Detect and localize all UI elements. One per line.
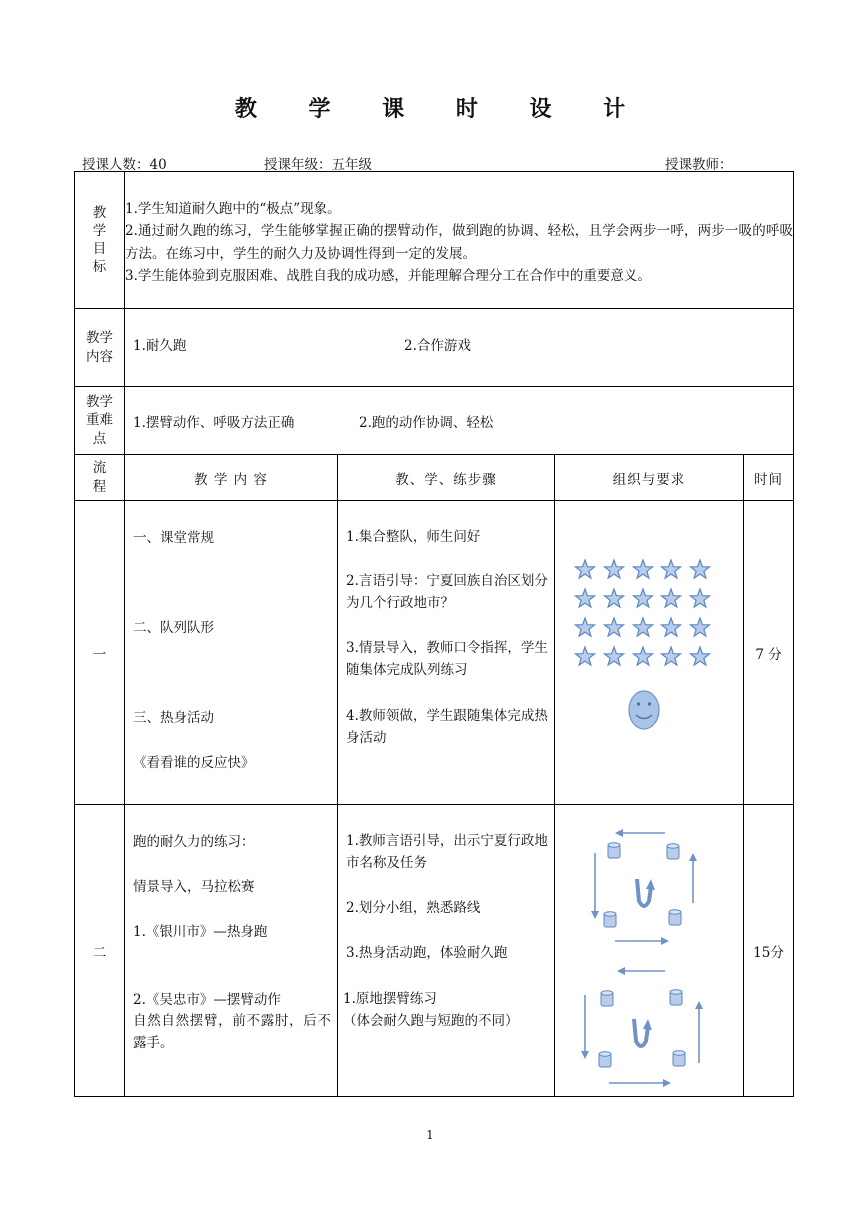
lesson-plan-table <box>74 171 794 1097</box>
section-2-content: 跑的耐久力的练习： 情景导入，马拉松赛 1.《银川市》—热身跑 2.《吴忠市》—摆臂动作 自然自然摆臂，前不露肘，后不露手。 <box>125 805 338 1097</box>
section-1-steps: 1.集合整队，师生问好 2.言语引导：宁夏回族自治区划分为几个行政地市？ 3.情景导入，教师口令指挥，学生随集体完成队列练习 4.教师领做，学生跟随集体完成热身活动 <box>338 501 555 805</box>
student-stars <box>576 560 710 665</box>
section-1-organization <box>555 501 744 805</box>
objectives-row <box>75 172 794 309</box>
teacher-name: 授课教师： <box>665 157 733 173</box>
header-time: 时间 <box>744 455 794 501</box>
section-2-steps: 1.教师言语引导，出示宁夏行政地市名称及任务 2.划分小组，熟悉路线 3.热身活动跑，体验耐久跑 1.原地摆臂练习 （体会耐久跑与短跑的不同） <box>338 805 555 1097</box>
teacher-smiley-icon <box>629 691 659 729</box>
running-route-diagram <box>555 805 744 1097</box>
route-bottom-cones <box>599 990 685 1067</box>
header-org: 组织与要求 <box>555 455 744 501</box>
section-1-content: 一、课堂常规 二、队列队形 三、热身活动 《看看谁的反应快》 <box>125 501 338 805</box>
section-1-row <box>75 501 794 805</box>
section-1-time: 7 分 <box>744 501 794 805</box>
keypoints-row <box>75 387 794 455</box>
section-2-number: 二 <box>75 805 125 1097</box>
page-title: 教 学 课 时 设 计 <box>234 96 648 122</box>
objectives-label: 教 学 目 标 <box>75 172 125 309</box>
keypoints-label: 教学 重难 点 <box>75 387 125 455</box>
keypoints-items: 1.摆臂动作、呼吸方法正确 2.跑的动作协调、轻松 <box>125 387 794 455</box>
content-row <box>75 309 794 387</box>
u-turn-top-icon <box>637 879 655 906</box>
content-items: 1.耐久跑 2.合作游戏 <box>125 309 794 387</box>
grade-level: 授课年级：五年级 <box>264 157 372 173</box>
route-top-cones <box>604 843 681 927</box>
section-2-row <box>75 805 794 1097</box>
u-turn-bottom-icon <box>634 1019 652 1046</box>
header-flow: 流 程 <box>75 455 125 501</box>
formation-diagram <box>555 501 744 805</box>
content-label: 教学 内容 <box>75 309 125 387</box>
header-content: 教 学 内 容 <box>125 455 338 501</box>
objectives-text: 1.学生知道耐久跑中的“极点”现象。 2.通过耐久跑的练习，学生能够掌握正确的摆臂动作，做到跑的协调、轻松，且学会两步一呼，两步一吸的呼吸方法。在练习中，学生的耐久力及协调性得到一定的发展。 3.学生能体验到克服困难、战胜自我的成功感，并能理解合理分工在合作中的重要意义。 <box>125 172 794 309</box>
section-2-time: 15分 <box>744 805 794 1097</box>
header-steps: 教、学、练步骤 <box>338 455 555 501</box>
student-count: 授课人数：40 <box>82 157 167 173</box>
table-header-row <box>75 455 794 501</box>
page-number: 1 <box>426 1128 434 1142</box>
section-2-organization <box>555 805 744 1097</box>
section-1-number: 一 <box>75 501 125 805</box>
